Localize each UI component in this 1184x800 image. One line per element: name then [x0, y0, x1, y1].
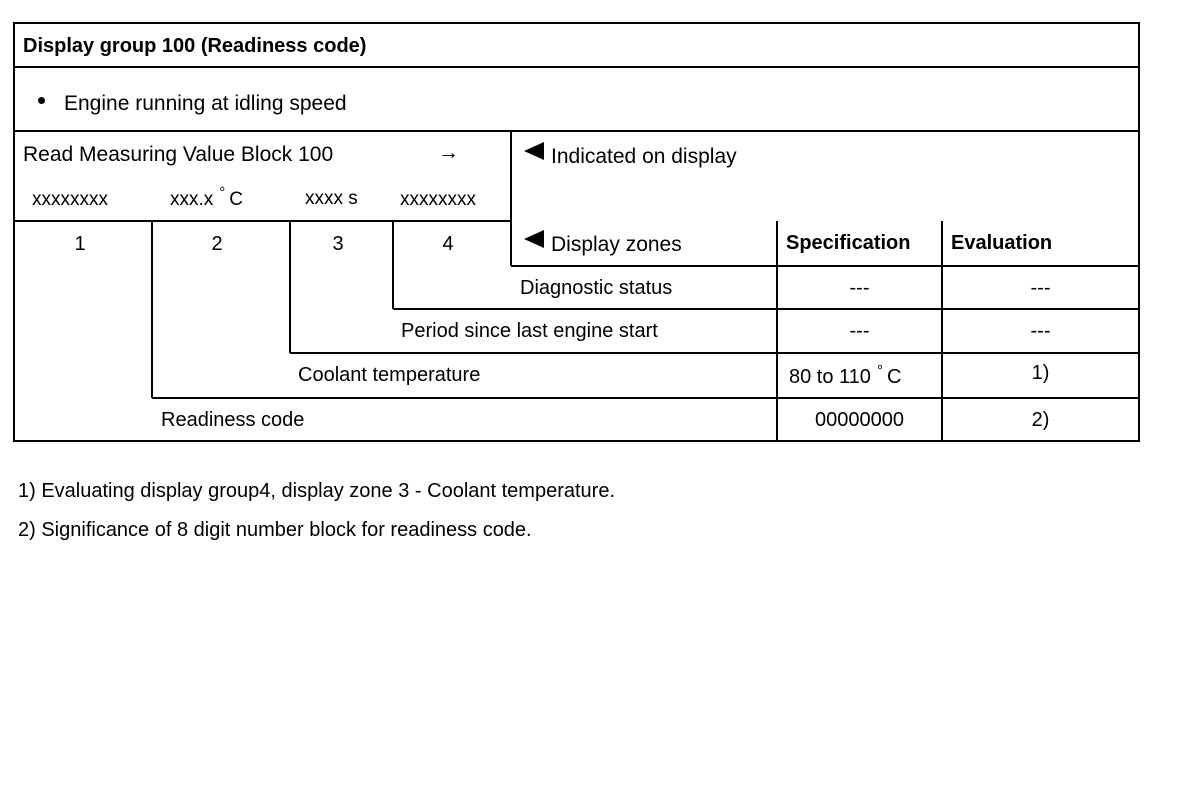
zone-value-4: xxxxxxxx: [400, 189, 476, 210]
footnote-1: 1) Evaluating display group4, display zone 3 - Coolant temperature.: [18, 480, 616, 502]
bullet-icon: [38, 97, 45, 104]
row-eval-diagnostic-status: ---: [1030, 277, 1051, 299]
row-spec-coolant-temperature: 80 to 110 ° C: [789, 362, 902, 388]
zone-number-2: 2: [211, 233, 223, 255]
row-eval-readiness-code: 2): [1031, 409, 1050, 431]
display-zones-label: Display zones: [551, 233, 682, 256]
evaluation-header: Evaluation: [951, 232, 1053, 254]
arrow-right-icon: →: [438, 141, 459, 164]
zone-number-4: 4: [442, 233, 454, 255]
row-eval-coolant-temperature: 1): [1031, 362, 1050, 384]
pointer-left-icon: [524, 230, 544, 248]
specification-header: Specification: [786, 232, 911, 254]
condition-text: Engine running at idling speed: [64, 92, 347, 115]
read-block-label: Read Measuring Value Block 100: [23, 143, 334, 166]
row-spec-readiness-code: 00000000: [815, 409, 904, 431]
footnote-2: 2) Significance of 8 digit number block for readiness code.: [18, 519, 532, 541]
zone-value-2: xxx.x ° C: [170, 184, 244, 210]
zone-number-1: 1: [74, 233, 86, 255]
row-name-readiness-code: Readiness code: [161, 409, 305, 431]
zone-value-3: xxxx s: [305, 188, 358, 209]
pointer-left-icon: [524, 142, 544, 160]
row-name-diagnostic-status: Diagnostic status: [520, 277, 673, 299]
zone-value-1: xxxxxxxx: [32, 189, 108, 210]
zone-number-3: 3: [332, 233, 344, 255]
row-name-coolant-temperature: Coolant temperature: [298, 364, 481, 386]
row-eval-period-since-start: ---: [1030, 320, 1051, 342]
page-title: Display group 100 (Readiness code): [23, 35, 367, 57]
indicated-label: Indicated on display: [551, 145, 737, 168]
row-spec-diagnostic-status: ---: [849, 277, 870, 299]
row-name-period-since-start: Period since last engine start: [401, 320, 658, 342]
row-spec-period-since-start: ---: [849, 320, 870, 342]
